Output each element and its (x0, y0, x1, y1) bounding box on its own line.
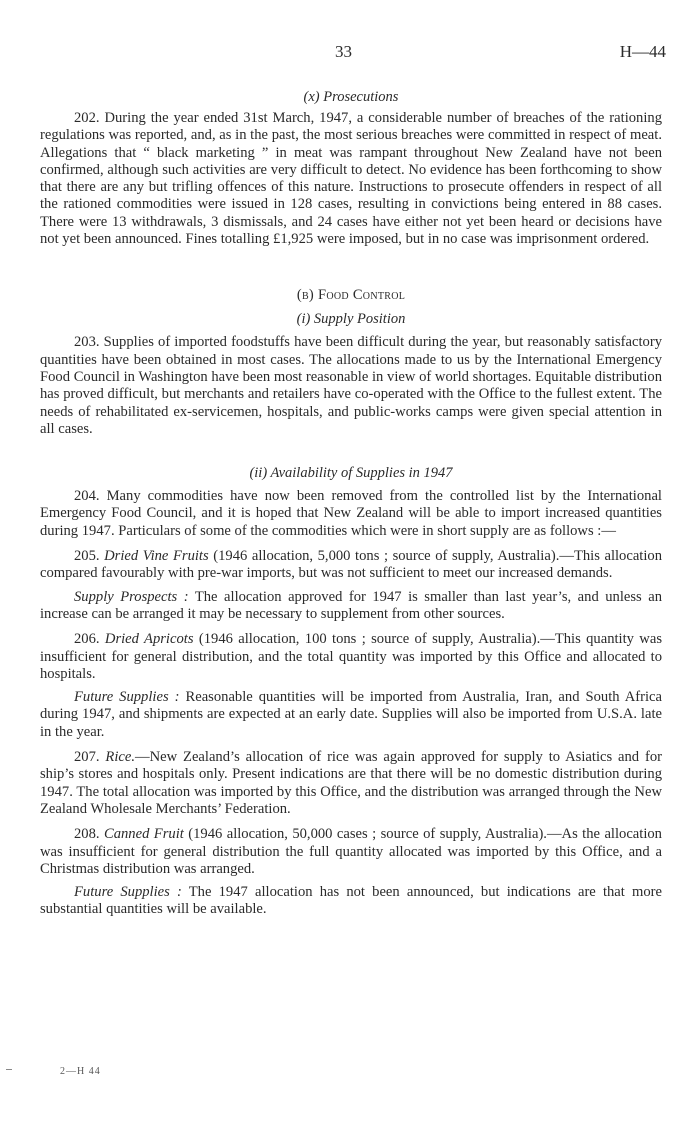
paragraph-206-number: 206. (74, 631, 100, 648)
margin-dash (6, 1069, 12, 1070)
paragraph-207-body: —New Zealand’s allocation of rice was again approved for supply to Asiatics and for ship’s stores and hospitals only. Present indications are that there will be no domestic distribution during 1947. The total allocation was imported by this Office, and the distribution was arranged through the New Zealand Wholesale Merchants’ Federation. (40, 749, 662, 817)
page-header (40, 0, 666, 70)
paragraph-207 (40, 749, 662, 818)
supply-prospects-body: The allocation approved for 1947 is smaller than last year’s, and unless an increase can be arranged it may be necessary to supplement from other sources. (40, 588, 663, 622)
prosecutions-heading: (x) Prosecutions (303, 89, 399, 105)
paragraph-207-title: Rice. (105, 749, 135, 766)
paragraph-206 (40, 631, 662, 683)
paragraph-208 (40, 826, 662, 878)
paragraph-205-body: (1946 allocation, 5,000 tons ; source of supply, Australia).—This allocation compared favourably with pre-war imports, but was not sufficient to meet our increased demands. (40, 548, 663, 582)
paragraph-204: 204. Many commodities have now been removed from the controlled list by the International Emergency Food Council, and it is hoped that New Zealand will be able to import increased quantities during 1947. Particulars of some of the commodities which were in short supply are as follows :— (40, 488, 662, 539)
paragraph-205-prospects (40, 589, 662, 624)
paragraph-205-title: Dried Vine Fruits (104, 548, 209, 565)
food-control-heading: (b) Food Control (296, 287, 406, 304)
future-supplies-label: Future Supplies : (74, 689, 180, 706)
paragraph-208-future (40, 884, 662, 919)
page-number: 33 (335, 42, 352, 61)
paragraph-206-title: Dried Apricots (104, 631, 194, 648)
future-supplies-body: Reasonable quantities will be imported from Australia, Iran, and South Africa during 1947, and shipments are expected at an early date. Supplies will also be imported from U.S.A. late in the year. (40, 689, 663, 740)
document-page (40, 0, 666, 919)
paragraph-207-number: 207. (74, 749, 100, 766)
supply-position-heading: (i) Supply Position (296, 311, 406, 328)
future-supplies-label-2: Future Supplies : (74, 884, 182, 901)
paragraph-208-title: Canned Fruit (103, 826, 184, 843)
availability-heading: (ii) Availability of Supplies in 1947 (249, 465, 453, 482)
supply-prospects-label: Supply Prospects : (74, 588, 189, 605)
paragraph-205 (40, 548, 662, 583)
paragraph-208-number: 208. (74, 826, 100, 843)
printer-signature-mark: 2—H 44 (60, 1066, 101, 1077)
future-supplies-body-2: The 1947 allocation has not been announced, but indications are that more substantial quantities will be available. (40, 884, 662, 918)
paragraph-208-body: (1946 allocation, 50,000 cases ; source of supply, Australia).—As the allocation was insufficient for general distribution the full quantity allocated was imported by this Office, and a Christmas distribution was arranged. (40, 826, 662, 877)
paragraph-205-number: 205. (74, 548, 100, 565)
report-code: H—44 (619, 42, 666, 61)
paragraph-202: 202. During the year ended 31st March, 1947, a considerable number of breaches of the rationing regulations was reported, and, as in the past, the most serious breaches were committed in respect of meat. Allegations that “ black marketing ” in meat was rampant throughout New Zealand have not been confirmed, although such activities are very difficult to detect. No evidence has been forthcoming to show that there are any but trifling offences of this nature. Instructions to prosecute offenders in respect of all the rationed commodities were issued in 128 cases, resulting in convictions being entered in 88 cases. There were 13 withdrawals, 3 dismissals, and 24 cases have either not yet been heard or decisions have not yet been announced. Fines totalling £1,925 were imposed, but in no case was imprisonment ordered. (40, 110, 662, 248)
paragraph-206-future (40, 689, 662, 741)
paragraph-206-body: (1946 allocation, 100 tons ; source of supply, Australia).—This quantity was insufficient for general distribution, and the total quantity was imported by this Office and allocated to hospitals. (40, 631, 662, 682)
paragraph-203: 203. Supplies of imported foodstuffs have been difficult during the year, but reasonably satisfactory quantities have been obtained in most cases. The allocations made to us by the International Emergency Food Council in Washington have been most reasonable in view of world shortages. Equitable distribution has proved difficult, but merchants and retailers have co-operated with the Office to the fullest extent. The needs of rehabilitated ex-servicemen, hospitals, and public-works camps were given special attention in all cases. (40, 334, 662, 437)
